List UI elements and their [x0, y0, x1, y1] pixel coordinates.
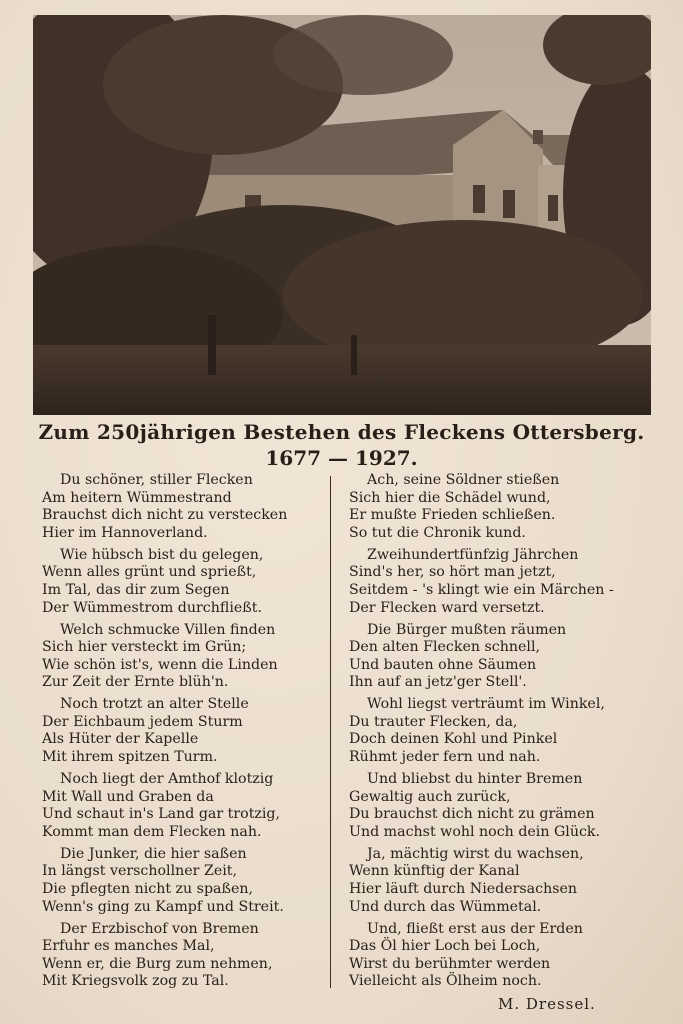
poem-line: Der Flecken ward versetzt.	[349, 599, 545, 616]
poem-line: In längst verschollner Zeit,	[42, 863, 237, 880]
poem-line: Und bliebst du hinter Bremen	[367, 771, 583, 788]
poem-stanza	[349, 547, 649, 617]
poem-line: Du brauchst dich nicht zu grämen	[349, 806, 595, 823]
poem-stanza	[349, 472, 649, 542]
poem-stanza	[349, 622, 649, 692]
poem-line: Ja, mächtig wirst du wachsen,	[367, 845, 584, 862]
poem-line: Und bauten ohne Säumen	[349, 656, 537, 673]
poem-line: Wenn alles grünt und sprießt,	[42, 564, 257, 581]
poem-stanza	[349, 846, 649, 916]
poem-line: Hier läuft durch Niedersachsen	[349, 881, 578, 898]
poem-line: Den alten Flecken schnell,	[349, 639, 541, 656]
poem-stanza	[349, 696, 649, 766]
poem-line: Mit ihrem spitzen Turm.	[42, 749, 218, 766]
poem-line: Wenn er, die Burg zum nehmen,	[42, 955, 273, 972]
poem-line: Rühmt jeder fern und nah.	[349, 749, 541, 766]
poem-line: Als Hüter der Kapelle	[42, 731, 199, 748]
poem-line: Wenn's ging zu Kampf und Streit.	[42, 898, 284, 915]
poem-column-left	[42, 472, 327, 995]
poem-line: Ihn auf an jetz'ger Stell'.	[349, 674, 527, 691]
poem-stanza	[42, 771, 327, 841]
poem-line: Erfuhr es manches Mal,	[42, 938, 215, 955]
poem-line: Im Tal, das dir zum Segen	[42, 581, 230, 598]
poem-line: Am heitern Wümmestrand	[42, 489, 232, 506]
poem-stanza	[42, 696, 327, 766]
poem-line: Seitdem - 's klingt wie ein Märchen -	[349, 581, 614, 598]
poem-line: Hier im Hannoverland.	[42, 524, 208, 541]
poem-line: Du schöner, stiller Flecken	[60, 472, 253, 488]
poem-line: Wirst du berühmter werden	[349, 955, 551, 972]
poem-line: Doch deinen Kohl und Pinkel	[349, 731, 558, 748]
poem-stanza	[349, 771, 649, 841]
poem-stanza	[42, 846, 327, 916]
poem-line: Wohl liegst verträumt im Winkel,	[367, 696, 605, 713]
poem-line: Wie hübsch bist du gelegen,	[60, 546, 264, 563]
poem-line: Die Junker, die hier saßen	[60, 845, 247, 862]
poem-line: Zur Zeit der Ernte blüh'n.	[42, 674, 229, 691]
poem-line: Und machst wohl noch dein Glück.	[349, 823, 601, 840]
poem-line: Und, fließt erst aus der Erden	[367, 920, 583, 937]
poem-line: Brauchst dich nicht zu verstecken	[42, 507, 288, 524]
poem-line: Sich hier versteckt im Grün;	[42, 639, 247, 656]
poem-line: Er mußte Frieden schließen.	[349, 507, 556, 524]
manor-house-photo	[33, 15, 651, 415]
poem-stanza	[349, 921, 649, 991]
poem-line: Ach, seine Söldner stießen	[367, 472, 560, 488]
poem-line: Die Bürger mußten räumen	[367, 621, 567, 638]
poem-line: Vielleicht als Ölheim noch.	[349, 973, 542, 990]
author-signature: M. Dressel.	[498, 995, 596, 1013]
poem-line: Die pflegten nicht zu spaßen,	[42, 881, 254, 898]
poem-title: Zum 250jährigen Bestehen des Fleckens Ottersberg.	[38, 420, 645, 444]
poem-line: Sind's her, so hört man jetzt,	[349, 564, 556, 581]
column-divider	[330, 476, 331, 988]
poem-line: Du trauter Flecken, da,	[349, 713, 518, 730]
poem-years: 1677 — 1927.	[265, 446, 418, 470]
poem-line: Mit Kriegsvolk zog zu Tal.	[42, 973, 229, 990]
poem-line: Kommt man dem Flecken nah.	[42, 823, 262, 840]
poem-line: Noch trotzt an alter Stelle	[60, 696, 249, 713]
poem-stanza	[42, 921, 327, 991]
poem-line: Noch liegt der Amthof klotzig	[60, 771, 274, 788]
poem-line: Der Wümmestrom durchfließt.	[42, 599, 262, 616]
poem-line: Welch schmucke Villen finden	[60, 621, 276, 638]
poem-column-right	[349, 472, 649, 995]
poem-line: Zweihundertfünfzig Jährchen	[367, 546, 579, 563]
poem-line: Und durch das Wümmetal.	[349, 898, 542, 915]
poem-line: So tut die Chronik kund.	[349, 524, 526, 541]
poem-stanza	[42, 547, 327, 617]
poem-stanza	[42, 472, 327, 542]
poem-line: Sich hier die Schädel wund,	[349, 489, 551, 506]
photo-illustration	[33, 15, 651, 415]
poem-line: Wie schön ist's, wenn die Linden	[42, 656, 278, 673]
poem-line: Der Eichbaum jedem Sturm	[42, 713, 243, 730]
poem-line: Gewaltig auch zurück,	[349, 788, 511, 805]
poem-line: Und schaut in's Land gar trotzig,	[42, 806, 280, 823]
poem-line: Der Erzbischof von Bremen	[60, 920, 259, 937]
poem-stanza	[42, 622, 327, 692]
poem-line: Wenn künftig der Kanal	[349, 863, 520, 880]
poem-line: Mit Wall und Graben da	[42, 788, 214, 805]
poem-line: Das Öl hier Loch bei Loch,	[349, 938, 541, 955]
